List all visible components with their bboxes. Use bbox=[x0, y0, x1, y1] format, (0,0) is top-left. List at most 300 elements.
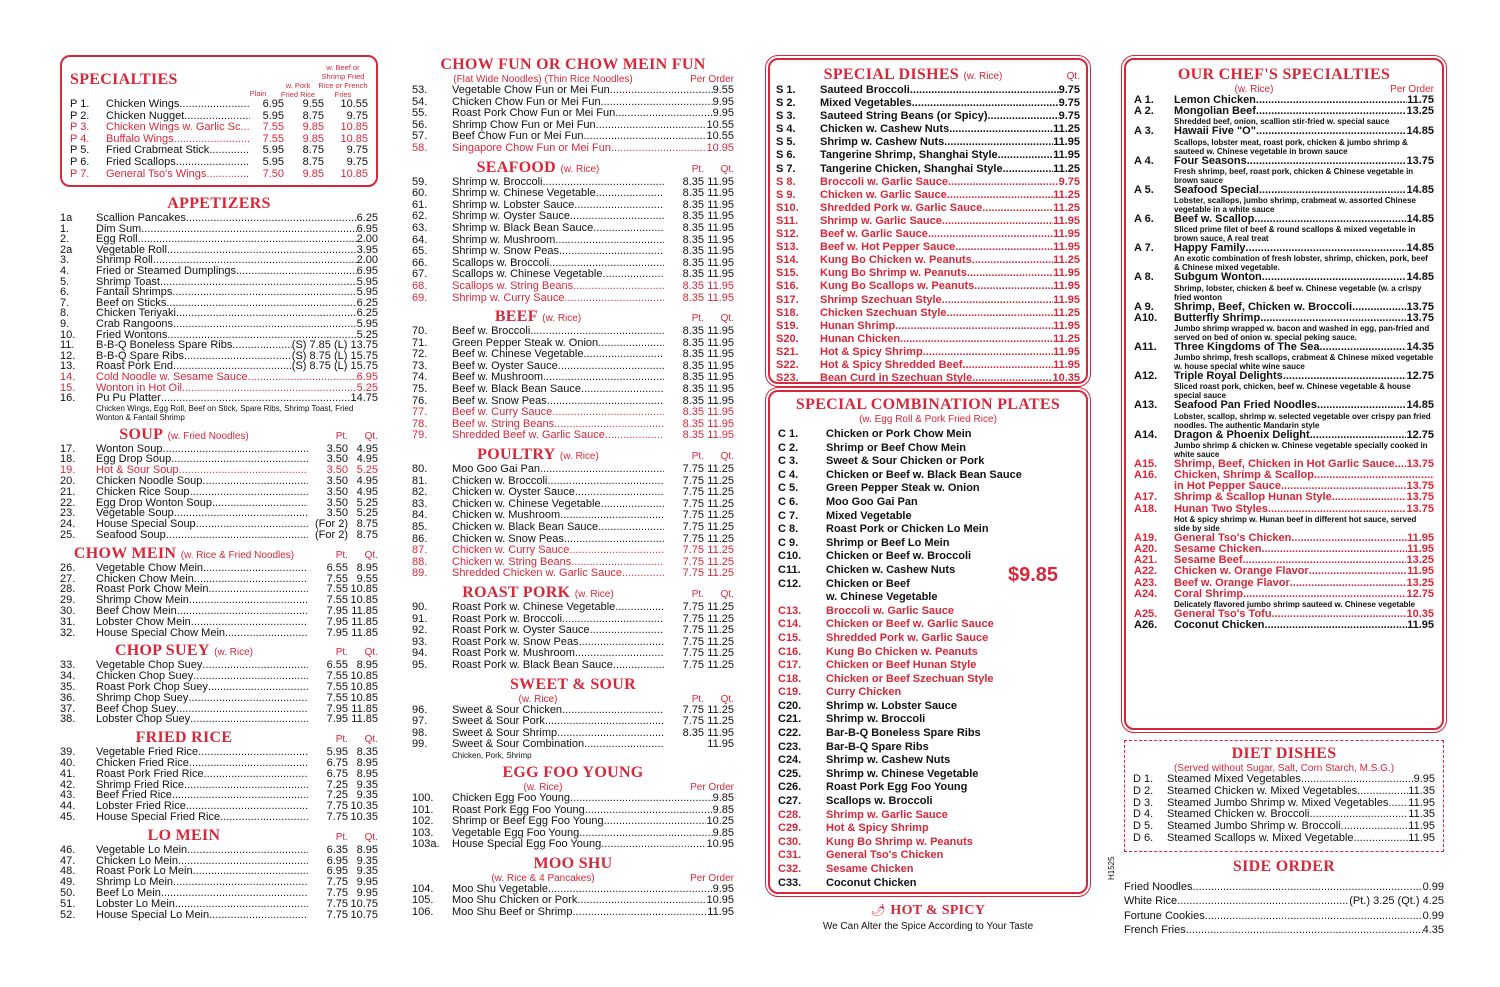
dot-leader bbox=[547, 396, 664, 408]
item-name: Beef w. Chinese Vegetable bbox=[452, 348, 584, 361]
item-price-pt: 7.75 bbox=[682, 555, 704, 568]
item-number: 34. bbox=[60, 670, 76, 683]
item-price-qt: 10.85 bbox=[350, 670, 378, 683]
item-name: Sweet & Sour Pork bbox=[452, 715, 545, 728]
list-item bbox=[1134, 272, 1434, 283]
poultry-h2: Qt. bbox=[720, 451, 734, 463]
chef-subtitle: (w. Rice) bbox=[1234, 84, 1274, 95]
item-name: Beef Chow Mein bbox=[96, 605, 177, 618]
list-item bbox=[412, 326, 734, 338]
item-name: Roast Pork Chow Fun or Mei Fun bbox=[452, 107, 616, 120]
dot-leader bbox=[1395, 459, 1407, 470]
dot-leader bbox=[173, 319, 357, 330]
item-name: Broccoli w. Garlic Sauce bbox=[826, 604, 954, 617]
item-price: 10.25 bbox=[706, 815, 734, 828]
item-name: Dragon & Phoenix Delight bbox=[1174, 428, 1310, 441]
item-number: 51. bbox=[60, 897, 76, 910]
dot-leader bbox=[1272, 609, 1407, 620]
list-item bbox=[776, 294, 1080, 307]
item-number: C 8. bbox=[778, 523, 799, 536]
item-description: Jumbo shrimp wrapped w. bacon and washed in egg, pan-fried and served on bed of onion w. special peking sauce. bbox=[1174, 324, 1430, 343]
item-number: A22. bbox=[1134, 565, 1158, 578]
item-number: 47. bbox=[60, 854, 76, 867]
item-price-plain: 6.95 bbox=[262, 98, 284, 110]
item-price-plain: 7.55 bbox=[262, 132, 284, 145]
list-item bbox=[60, 845, 378, 856]
item-name: Chicken Teriyaki bbox=[96, 307, 176, 320]
item-name: Chicken w. String Beans bbox=[452, 555, 572, 568]
dot-leader bbox=[982, 202, 1053, 215]
item-number: 85. bbox=[412, 521, 428, 533]
item-name: Beef Lo Mein bbox=[96, 886, 161, 899]
dot-leader bbox=[166, 530, 308, 541]
item-price: 9.75 bbox=[1058, 110, 1080, 123]
list-item bbox=[778, 809, 1078, 823]
item-name: Shrimp w. Cashew Nuts bbox=[826, 754, 951, 767]
item-price-qt: 9.35 bbox=[356, 865, 378, 878]
combo-title: SPECIAL COMBINATION PLATES bbox=[795, 396, 1061, 413]
list-item bbox=[1134, 214, 1434, 225]
item-name: Shrimp Szechuan Style bbox=[820, 293, 942, 306]
list-item bbox=[776, 215, 1080, 228]
item-price: 0.99 bbox=[1422, 909, 1444, 922]
eggfoo-title: EGG FOO YOUNG bbox=[502, 763, 644, 781]
item-name: Tangerine Chicken, Shanghai Style bbox=[820, 162, 1003, 175]
list-item bbox=[1134, 492, 1434, 503]
item-name: Hunan Two Styles bbox=[1174, 502, 1268, 515]
item-number: 26. bbox=[60, 561, 76, 574]
item-price: 13.75 bbox=[1406, 300, 1434, 313]
dot-leader bbox=[604, 816, 707, 828]
dot-leader bbox=[179, 99, 250, 111]
item-number: C13. bbox=[778, 604, 802, 617]
item-name: Steamed Jumbo Shrimp w. Broccoli bbox=[1167, 820, 1341, 833]
item-price-pt: 8.35 bbox=[682, 256, 704, 269]
item-price-qt: 11.95 bbox=[707, 187, 734, 200]
item-price: 11.25 bbox=[1053, 201, 1080, 214]
item-number: 42. bbox=[60, 778, 76, 791]
item-price-qt: 11.25 bbox=[707, 463, 734, 476]
item-price-qt: 11.95 bbox=[707, 417, 734, 430]
dot-leader bbox=[189, 595, 308, 606]
item-number: 2. bbox=[60, 233, 70, 246]
item-price-qt: 11.85 bbox=[351, 702, 378, 715]
dot-leader bbox=[1256, 95, 1407, 106]
item-name: Sauteed Broccoli bbox=[820, 84, 910, 96]
item-number: 48. bbox=[60, 865, 76, 878]
dot-leader bbox=[947, 307, 1054, 320]
list-item bbox=[776, 228, 1080, 241]
item-name: Shrimp w. Chinese Vegetable bbox=[452, 187, 596, 200]
item-price-qt: 5.25 bbox=[356, 464, 378, 477]
item-name: B-B-Q Spare Ribs bbox=[96, 349, 185, 362]
item-price: 10.95 bbox=[706, 894, 734, 907]
dot-leader bbox=[962, 359, 1053, 372]
list-item bbox=[778, 428, 1078, 442]
soup-h1: Pt. bbox=[335, 430, 348, 442]
dot-leader bbox=[206, 169, 250, 181]
item-price: 12.75 bbox=[1406, 587, 1434, 600]
item-number: 87. bbox=[412, 544, 428, 557]
dot-leader bbox=[1205, 909, 1423, 923]
item-name: Roast Pork Egg Foo Young bbox=[826, 781, 968, 794]
item-name: Lemon Chicken bbox=[1174, 94, 1256, 106]
dot-leader bbox=[203, 563, 308, 574]
poultry-h1: Pt. bbox=[691, 451, 704, 463]
dot-leader bbox=[601, 499, 664, 511]
friedrice-h1: Pt. bbox=[335, 734, 348, 746]
item-name: Coconut Chicken bbox=[826, 876, 917, 889]
list-item bbox=[60, 319, 378, 330]
dot-leader bbox=[225, 628, 308, 639]
item-number: 29. bbox=[60, 594, 76, 607]
dot-leader bbox=[209, 584, 309, 595]
item-price-qt: 11.95 bbox=[707, 371, 734, 384]
dot-leader bbox=[530, 326, 664, 338]
item-price-qt: 11.95 bbox=[707, 175, 734, 188]
item-price-pt: 7.25 bbox=[326, 789, 348, 802]
item-price-pt: 6.75 bbox=[326, 767, 348, 780]
dot-leader bbox=[171, 454, 308, 465]
item-price-beef: 10.55 bbox=[340, 98, 368, 110]
item-number: 103. bbox=[412, 826, 434, 839]
item-name: Moo Shu Chicken or Pork bbox=[452, 894, 578, 907]
item-price-pt: 8.35 bbox=[682, 175, 704, 188]
item-price-beef: 9.75 bbox=[346, 155, 368, 168]
list-item bbox=[778, 455, 1078, 469]
item-number: 11. bbox=[60, 339, 75, 352]
list-item bbox=[60, 769, 378, 780]
list-item bbox=[1134, 371, 1434, 382]
item-price: (Pt.) 3.25 (Qt.) 4.25 bbox=[1349, 895, 1444, 908]
item-price: 9.95 bbox=[1413, 773, 1435, 785]
item-name: Shrimp w. Chinese Vegetable bbox=[826, 767, 979, 780]
list-item bbox=[1134, 589, 1434, 600]
list-item bbox=[778, 523, 1078, 537]
item-price-pt: 7.75 bbox=[326, 811, 348, 823]
item-price-pork: 8.75 bbox=[302, 144, 324, 157]
dot-leader bbox=[1290, 578, 1407, 589]
item-name: General Tso's Tofu bbox=[1174, 608, 1272, 621]
dot-leader bbox=[1246, 243, 1407, 254]
column-4 bbox=[1124, 58, 1444, 937]
list-item bbox=[1134, 106, 1434, 117]
item-name: Scallops w. Chinese Vegetable bbox=[452, 268, 603, 281]
dot-leader bbox=[198, 747, 308, 758]
list-item bbox=[412, 739, 734, 751]
list-item bbox=[412, 293, 734, 305]
dot-leader bbox=[184, 780, 308, 791]
item-number: C30. bbox=[778, 835, 802, 848]
item-number: S 2. bbox=[776, 97, 796, 110]
item-name: Roast Pork Chop Suey bbox=[96, 681, 208, 694]
item-price-plain: 5.95 bbox=[262, 155, 284, 168]
item-price-qt: 10.85 bbox=[350, 583, 378, 596]
item-number: 31. bbox=[60, 615, 76, 628]
item-number: 101. bbox=[412, 803, 434, 816]
item-name: Chicken w. Cashew Nuts bbox=[826, 563, 956, 576]
item-number: 100. bbox=[412, 791, 434, 804]
item-name: Cold Noodle w. Sesame Sauce bbox=[96, 370, 248, 383]
item-name: Scallion Pancakes bbox=[96, 212, 186, 224]
dot-leader bbox=[613, 660, 664, 672]
column-2 bbox=[412, 56, 734, 919]
item-number: 86. bbox=[412, 532, 428, 545]
item-name: Mongolian Beef bbox=[1174, 105, 1256, 118]
item-name: Chicken w. Garlic Sauce bbox=[820, 188, 947, 201]
item-name: Shrimp w. Broccoli bbox=[826, 713, 926, 726]
item-name: Sweet & Sour Chicken or Pork bbox=[826, 455, 985, 468]
item-number: 46. bbox=[60, 843, 76, 856]
item-name: Chicken Noodle Soup bbox=[96, 475, 203, 488]
item-name: Beef w. Garlic Sauce bbox=[820, 228, 928, 241]
item-number: 52. bbox=[60, 908, 76, 921]
chowfun-list bbox=[412, 85, 734, 155]
item-price: 5.95 bbox=[356, 286, 378, 299]
item-number: 98. bbox=[412, 726, 428, 739]
item-number: A14. bbox=[1134, 428, 1158, 441]
chef-list bbox=[1134, 95, 1434, 631]
item-number: P 4. bbox=[70, 132, 90, 145]
dot-leader bbox=[1388, 798, 1408, 810]
list-item bbox=[778, 469, 1078, 483]
list-item bbox=[1134, 185, 1434, 196]
item-number: A19. bbox=[1134, 531, 1158, 544]
item-name: Hot & Sour Soup bbox=[96, 464, 179, 477]
item-description: Sliced roast pork, chicken, beef w. Chinese vegetable & house special sauce bbox=[1174, 382, 1411, 401]
item-number: 68. bbox=[412, 279, 428, 292]
item-price-beef: 10.85 bbox=[340, 167, 368, 180]
item-number: C21. bbox=[778, 713, 802, 726]
item-name: Vegetable Soup bbox=[96, 507, 174, 520]
chowfun-subtitle: (Flat Wide Noodles) (Thin Rice Noodles) bbox=[453, 74, 633, 85]
item-name: Chicken or Beef w. Broccoli bbox=[826, 550, 972, 563]
item-price-plain: 5.95 bbox=[262, 144, 284, 157]
item-price-qt: 11.95 bbox=[707, 256, 734, 269]
list-item bbox=[60, 812, 378, 823]
item-description: Scallops, lobster meat, roast pork, chicken & jumbo shrimp & sauteed w. Chinese vegetable in brown sauce bbox=[1174, 137, 1408, 156]
item-name: Sweet & Sour Chicken bbox=[452, 703, 563, 716]
item-price: 11.25 bbox=[1053, 332, 1080, 345]
list-item bbox=[412, 464, 734, 476]
list-item bbox=[778, 591, 1078, 605]
item-price-pt: 7.75 bbox=[682, 497, 704, 510]
item-price-qt: 11.95 bbox=[707, 726, 734, 739]
seafood-h2: Qt. bbox=[720, 163, 734, 175]
item-number: S22. bbox=[776, 358, 799, 371]
item-name: Mixed Vegetables bbox=[820, 97, 912, 110]
item-price-qt: 11.85 bbox=[351, 713, 378, 726]
item-price-qt: 11.25 bbox=[707, 509, 734, 522]
list-item bbox=[412, 568, 734, 580]
item-number: C10. bbox=[778, 550, 802, 563]
item-name: Chicken or Beef w. Black Bean Sauce bbox=[826, 468, 1022, 481]
item-price-qt: 11.95 bbox=[707, 348, 734, 361]
dot-leader bbox=[949, 123, 1053, 136]
list-item bbox=[1134, 566, 1434, 577]
list-item bbox=[778, 741, 1078, 755]
item-name: Four Seasons bbox=[1174, 154, 1247, 167]
item-number: 57. bbox=[412, 130, 428, 143]
dot-leader bbox=[1332, 492, 1407, 503]
sweetsour-title: SWEET & SOUR bbox=[509, 675, 636, 693]
diet-subtitle: (Served without Sugar, Salt, Corn Starch, M.S.G.) bbox=[1173, 763, 1395, 774]
item-name: Beef w. Hot Pepper Sauce bbox=[820, 241, 956, 254]
item-price: (S) 8.75 (L) 15.75 bbox=[291, 360, 378, 373]
item-number: A17. bbox=[1134, 491, 1158, 504]
item-number: C28. bbox=[778, 808, 802, 821]
dot-leader bbox=[955, 241, 1053, 254]
item-name: Kung Bo Scallops w. Peanuts bbox=[820, 280, 975, 293]
item-price-pt: 5.95 bbox=[326, 746, 348, 759]
item-number: C20. bbox=[778, 699, 802, 712]
item-number: S17. bbox=[776, 293, 799, 306]
item-price: 11.25 bbox=[1053, 123, 1080, 136]
item-name: Chicken or Beef Hunan Style bbox=[826, 659, 977, 672]
side-title: SIDE ORDER bbox=[1232, 857, 1336, 875]
item-number: C 4. bbox=[778, 468, 799, 481]
item-price: 11.95 bbox=[1053, 358, 1080, 371]
item-price-qt: 10.85 bbox=[350, 691, 378, 704]
item-name: Chicken Lo Mein bbox=[96, 854, 178, 867]
item-name: Kung Bo Shrimp w. Peanuts bbox=[820, 267, 967, 280]
dot-leader bbox=[1260, 313, 1406, 324]
list-item bbox=[1124, 880, 1444, 894]
item-price: 14.85 bbox=[1406, 399, 1434, 412]
friedrice-title: FRIED RICE bbox=[135, 729, 233, 747]
list-item bbox=[70, 169, 368, 181]
dot-leader bbox=[570, 793, 713, 805]
list-item bbox=[60, 910, 378, 921]
dot-leader bbox=[1354, 833, 1409, 845]
item-price-qt: 8.95 bbox=[356, 767, 378, 780]
item-price-pork: 8.75 bbox=[302, 109, 324, 122]
dot-leader bbox=[610, 85, 713, 97]
item-price-qt: 11.95 bbox=[707, 394, 734, 407]
item-price: 0.99 bbox=[1422, 880, 1444, 893]
column-1 bbox=[60, 55, 378, 920]
item-name: Beef w. Broccoli bbox=[452, 325, 531, 338]
item-name: Moo Goo Gai Pan bbox=[826, 495, 918, 508]
dot-leader bbox=[590, 625, 664, 637]
item-price-qt: 11.85 bbox=[351, 605, 378, 618]
item-price: 11.95 bbox=[1053, 280, 1080, 293]
item-price-pt: 7.75 bbox=[682, 463, 704, 476]
item-number: P 5. bbox=[70, 144, 90, 157]
item-price: 11.95 bbox=[1053, 241, 1080, 254]
item-number: 89. bbox=[412, 567, 428, 580]
item-name: Egg Roll bbox=[96, 233, 138, 246]
item-price-pt: 3.50 bbox=[326, 485, 348, 498]
list-item bbox=[776, 84, 1080, 97]
item-price: 10.95 bbox=[706, 141, 734, 154]
item-name: Shrimp w. Cashew Nuts bbox=[820, 136, 945, 149]
item-price-pt: 7.75 bbox=[682, 521, 704, 533]
item-number: 1. bbox=[60, 222, 70, 235]
item-number: D 4. bbox=[1133, 808, 1154, 821]
dot-leader bbox=[615, 108, 712, 120]
item-name: Shrimp Chow Mein bbox=[96, 594, 189, 607]
list-item bbox=[60, 693, 378, 704]
item-name: B-B-Q Boneless Spare Ribs bbox=[96, 339, 233, 352]
item-name: Shrimp w. Lobster Sauce bbox=[452, 198, 575, 211]
list-item bbox=[1124, 923, 1444, 937]
item-number: C17. bbox=[778, 659, 802, 672]
special-dishes-box bbox=[768, 58, 1088, 384]
item-number: 28. bbox=[60, 583, 76, 596]
item-name: Sauteed String Beans (or Spicy) bbox=[820, 110, 988, 123]
item-number: 92. bbox=[412, 624, 428, 637]
item-price-pt: 6.75 bbox=[326, 757, 348, 770]
list-item bbox=[1134, 342, 1434, 353]
item-number: C27. bbox=[778, 795, 802, 808]
item-price: 14.75 bbox=[350, 392, 378, 405]
item-number: 32. bbox=[60, 626, 76, 639]
item-description: Chicken Wings, Egg Roll, Beef on Stick, Spare Ribs, Shrimp Toast, Fried Wonton & Fantail Shrimp bbox=[96, 403, 354, 422]
item-name: Kung Bo Chicken w. Peanuts bbox=[826, 645, 978, 658]
item-price-qt: 11.95 bbox=[707, 279, 734, 292]
item-name: Shrimp Lo Mein bbox=[96, 876, 174, 889]
item-number: 70. bbox=[412, 325, 428, 338]
item-name: Moo Shu Beef or Shrimp bbox=[452, 906, 573, 919]
list-item bbox=[60, 628, 378, 639]
item-number: D 1. bbox=[1133, 773, 1154, 785]
list-item bbox=[778, 727, 1078, 741]
item-description: Sliced prime filet of beef & round scallops & mixed vegetable in brown sauce, A real treat bbox=[1174, 225, 1416, 244]
dot-leader bbox=[948, 176, 1059, 189]
list-item bbox=[776, 280, 1080, 293]
item-name: Vegetable Roll bbox=[96, 243, 167, 256]
item-number: 53. bbox=[412, 84, 428, 96]
dot-leader bbox=[248, 372, 357, 383]
dot-leader bbox=[912, 97, 1059, 110]
item-price-qt: 11.95 bbox=[707, 336, 734, 349]
item-name: Lobster Chow Mein bbox=[96, 615, 191, 628]
item-price-pt: 7.75 bbox=[682, 703, 704, 716]
item-name: Triple Royal Delights bbox=[1174, 370, 1283, 383]
item-name: Wonton Soup bbox=[96, 442, 163, 455]
item-price: 11.95 bbox=[1407, 565, 1434, 578]
dot-leader bbox=[1317, 400, 1406, 411]
list-item bbox=[778, 442, 1078, 456]
dot-leader bbox=[166, 298, 356, 309]
item-price: 6.25 bbox=[356, 307, 378, 320]
dot-leader bbox=[167, 245, 357, 256]
item-name: Hawaii Five "O" bbox=[1174, 125, 1256, 138]
item-number: A 7. bbox=[1134, 242, 1154, 255]
item-number: 37. bbox=[60, 702, 76, 715]
item-price: 11.95 bbox=[1053, 136, 1080, 149]
chowmein-title: CHOW MEIN bbox=[73, 544, 177, 562]
chowmein-list bbox=[60, 563, 378, 639]
item-price-qt: 11.95 bbox=[707, 383, 734, 396]
item-price-qt: 11.25 bbox=[707, 555, 734, 568]
item-price: 9.75 bbox=[1058, 175, 1080, 188]
item-name: Shrimp w. Mushroom bbox=[452, 233, 556, 246]
beef-title: BEEF bbox=[494, 308, 538, 326]
list-item bbox=[60, 899, 378, 910]
item-price-qt: 11.25 bbox=[707, 474, 734, 487]
item-number: A 3. bbox=[1134, 125, 1154, 138]
list-item bbox=[778, 781, 1078, 795]
item-name: Wonton in Hot Oil bbox=[96, 381, 183, 394]
beef-h1: Pt. bbox=[691, 313, 704, 325]
item-price-pt: 7.95 bbox=[326, 605, 348, 618]
item-name: Pu Pu Platter bbox=[96, 392, 161, 405]
item-name: Vegetable Fried Rice bbox=[96, 746, 199, 759]
item-price-pt: 7.75 bbox=[682, 647, 704, 660]
dot-leader bbox=[138, 234, 357, 245]
